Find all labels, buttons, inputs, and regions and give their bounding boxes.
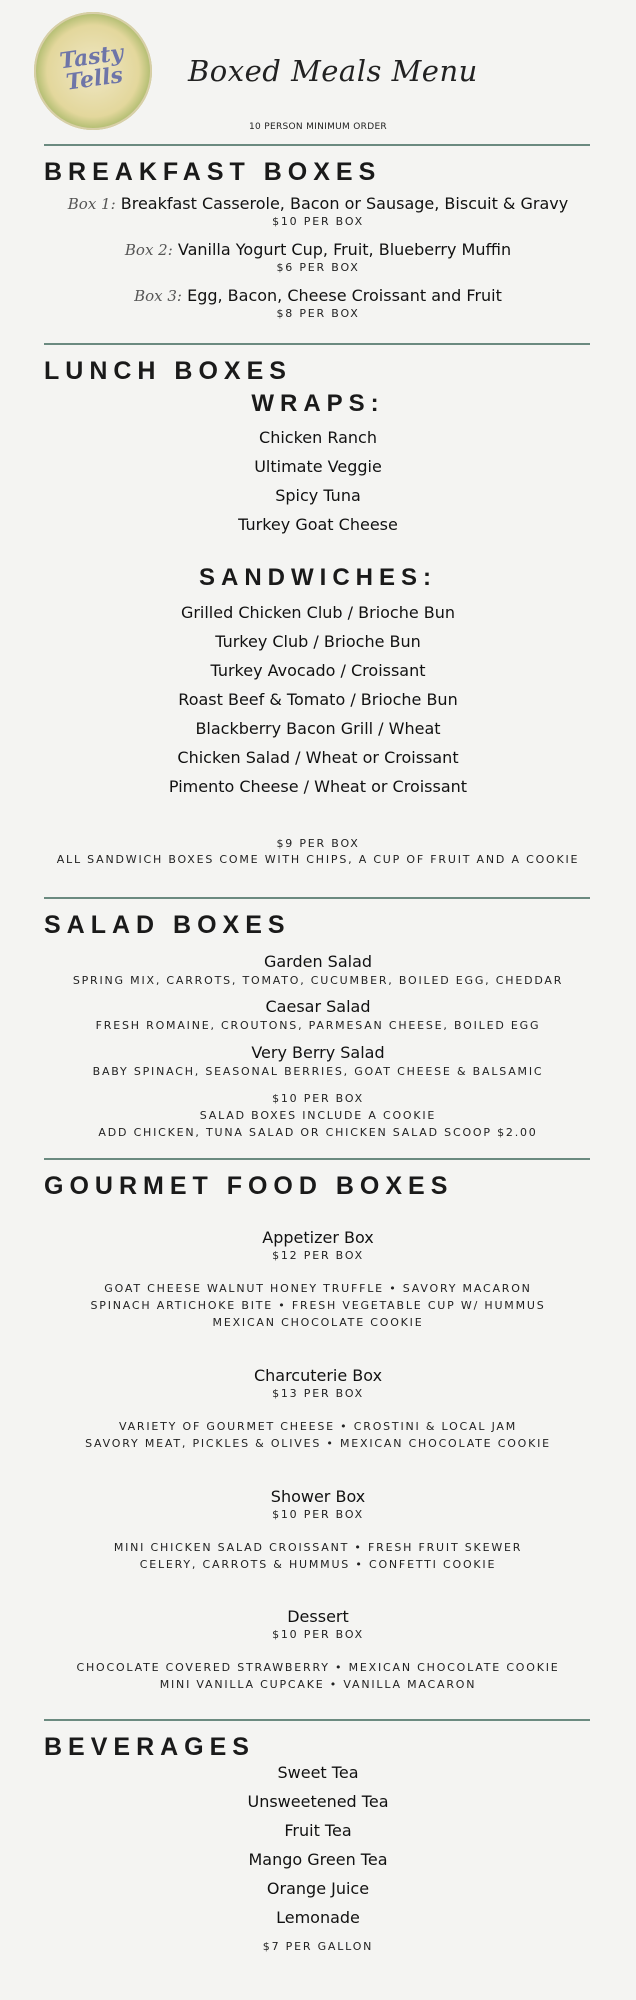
box-name: Breakfast Casserole, Bacon or Sausage, Biscuit & Gravy [120, 194, 569, 213]
salad-desc: FRESH ROMAINE, CROUTONS, PARMESAN CHEESE, BOILED EGG [95, 1019, 541, 1032]
list-item: Grilled Chicken Club / Brioche Bun [180, 603, 456, 622]
divider [44, 144, 590, 146]
list-item: Fruit Tea [284, 1821, 352, 1840]
sandwiches-heading: SANDWICHES: [199, 564, 437, 591]
section-heading-salad: SALAD BOXES [44, 911, 291, 939]
box-name: Egg, Bacon, Cheese Croissant and Fruit [187, 286, 502, 305]
breakfast-box-2 [0, 240, 636, 259]
salad-note: SALAD BOXES INCLUDE A COOKIE [199, 1109, 437, 1122]
list-item: Ultimate Veggie [254, 457, 382, 476]
list-item: Chicken Salad / Wheat or Croissant [177, 748, 459, 767]
gourmet-box-line: SPINACH ARTICHOKE BITE • FRESH VEGETABLE CUP W/ HUMMUS [90, 1299, 546, 1312]
list-item: Turkey Club / Brioche Bun [215, 632, 421, 651]
list-item: Unsweetened Tea [247, 1792, 389, 1811]
box-label: Box 1: [67, 195, 116, 213]
salad-note: ADD CHICKEN, TUNA SALAD OR CHICKEN SALAD SCOOP $2.00 [98, 1126, 538, 1139]
gourmet-box-price: $10 PER BOX [272, 1508, 364, 1521]
lunch-note: ALL SANDWICH BOXES COME WITH CHIPS, A CUP OF FRUIT AND A COOKIE [56, 853, 580, 866]
list-item: Mango Green Tea [248, 1850, 388, 1869]
gourmet-box-price: $12 PER BOX [272, 1249, 364, 1262]
gourmet-box-price: $10 PER BOX [272, 1628, 364, 1641]
list-item: Chicken Ranch [259, 428, 377, 447]
gourmet-box-line: CHOCOLATE COVERED STRAWBERRY • MEXICAN CHOCOLATE COOKIE [76, 1661, 560, 1674]
box-price: $8 PER BOX [276, 307, 360, 320]
divider [44, 897, 590, 899]
gourmet-box-line: SAVORY MEAT, PICKLES & OLIVES • MEXICAN CHOCOLATE COOKIE [85, 1437, 551, 1450]
list-item: Sweet Tea [277, 1763, 359, 1782]
list-item: Spicy Tuna [275, 486, 361, 505]
salad-name: Caesar Salad [265, 997, 371, 1016]
list-item: Turkey Avocado / Croissant [210, 661, 426, 680]
divider [44, 343, 590, 345]
box-price: $10 PER BOX [272, 215, 364, 228]
breakfast-box-3 [0, 286, 636, 305]
list-item: Lemonade [276, 1908, 360, 1927]
gourmet-box-name: Appetizer Box [262, 1228, 374, 1247]
section-heading-breakfast: BREAKFAST BOXES [44, 158, 382, 186]
salad-name: Garden Salad [263, 952, 373, 971]
gourmet-box-name: Dessert [287, 1607, 349, 1626]
gourmet-box-line: MEXICAN CHOCOLATE COOKIE [212, 1316, 424, 1329]
gourmet-box-line: CELERY, CARROTS & HUMMUS • CONFETTI COOKIE [139, 1558, 497, 1571]
beverages-price: $7 PER GALLON [262, 1940, 374, 1953]
gourmet-box-line: GOAT CHEESE WALNUT HONEY TRUFFLE • SAVORY MACARON [104, 1282, 532, 1295]
gourmet-box-price: $13 PER BOX [272, 1387, 364, 1400]
gourmet-box-name: Charcuterie Box [253, 1366, 383, 1385]
gourmet-box-name: Shower Box [270, 1487, 366, 1506]
list-item: Turkey Goat Cheese [238, 515, 398, 534]
wraps-heading: WRAPS: [251, 390, 385, 417]
section-heading-beverages: BEVERAGES [44, 1733, 255, 1761]
salad-desc: SPRING MIX, CARROTS, TOMATO, CUCUMBER, BOILED EGG, CHEDDAR [72, 974, 564, 987]
gourmet-box-line: MINI VANILLA CUPCAKE • VANILLA MACARON [159, 1678, 477, 1691]
lunch-price: $9 PER BOX [276, 837, 360, 850]
section-heading-gourmet: GOURMET FOOD BOXES [44, 1172, 454, 1200]
logo [34, 12, 152, 130]
page-title: Boxed Meals Menu [188, 54, 478, 88]
list-item: Blackberry Bacon Grill / Wheat [195, 719, 441, 738]
list-item: Orange Juice [266, 1879, 370, 1898]
divider [44, 1719, 590, 1721]
list-item: Roast Beef & Tomato / Brioche Bun [178, 690, 458, 709]
breakfast-box-1 [0, 194, 636, 213]
min-order-note: 10 PERSON MINIMUM ORDER [249, 122, 387, 132]
salad-name: Very Berry Salad [251, 1043, 385, 1062]
gourmet-box-line: MINI CHICKEN SALAD CROISSANT • FRESH FRUIT SKEWER [113, 1541, 523, 1554]
logo-text: Tasty Tells [58, 39, 125, 96]
salad-price: $10 PER BOX [272, 1092, 364, 1105]
box-name: Vanilla Yogurt Cup, Fruit, Blueberry Muffin [177, 240, 512, 259]
box-price: $6 PER BOX [276, 261, 360, 274]
divider [44, 1158, 590, 1160]
list-item: Pimento Cheese / Wheat or Croissant [168, 777, 468, 796]
salad-desc: BABY SPINACH, SEASONAL BERRIES, GOAT CHEESE & BALSAMIC [92, 1065, 544, 1078]
box-label: Box 3: [134, 287, 182, 305]
box-label: Box 2: [124, 241, 173, 259]
section-heading-lunch: LUNCH BOXES [44, 357, 292, 385]
gourmet-box-line: VARIETY OF GOURMET CHEESE • CROSTINI & LOCAL JAM [118, 1420, 518, 1433]
